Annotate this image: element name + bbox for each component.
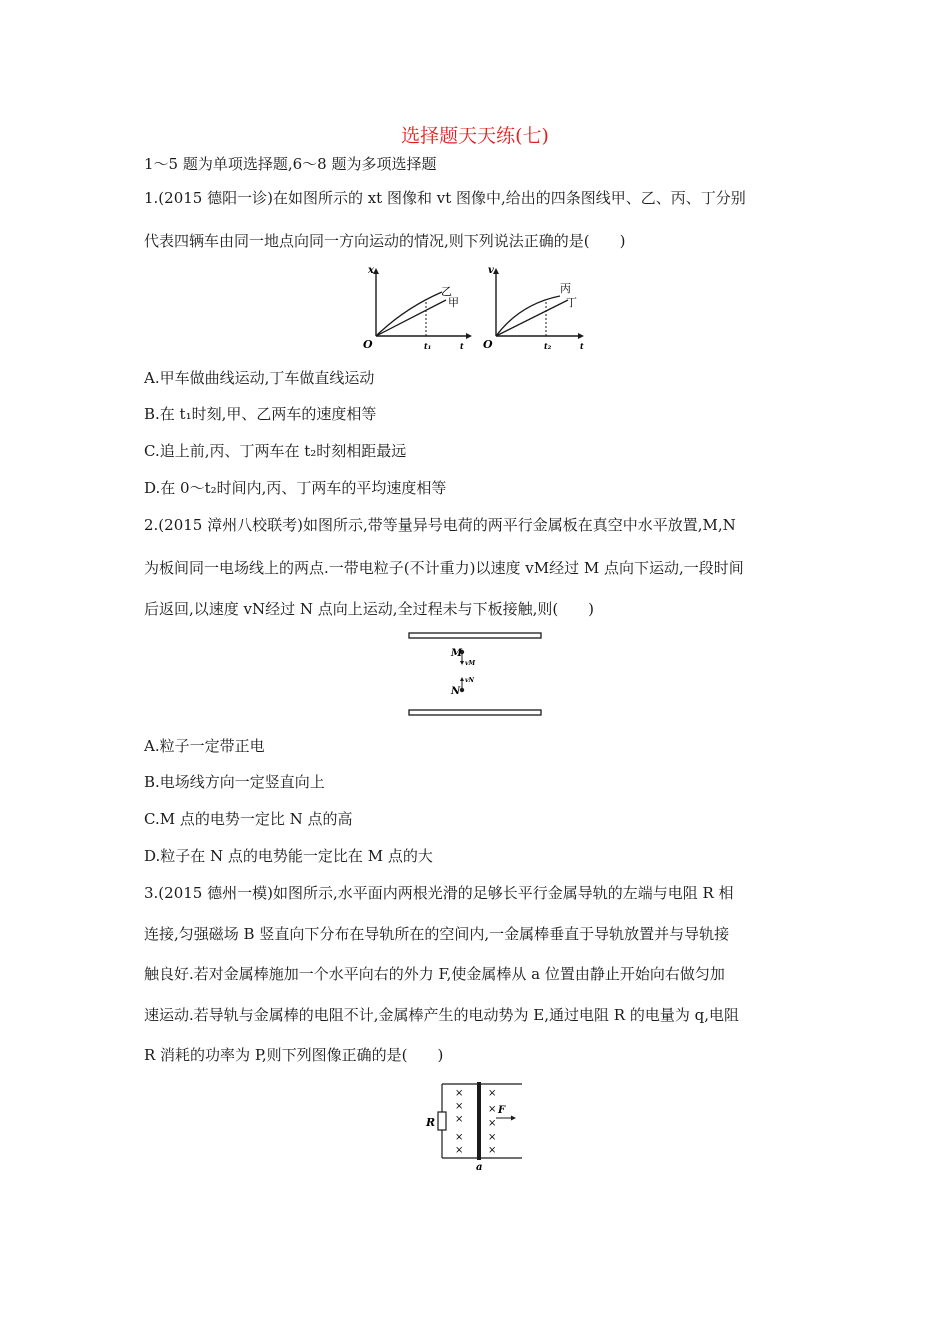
field-mark: ×	[488, 1132, 497, 1143]
resistor	[438, 1112, 446, 1130]
label-jia: 甲	[448, 296, 459, 309]
resistor-label: R	[426, 1116, 436, 1129]
line-jia	[376, 300, 446, 336]
page-title: 选择题天天练(七)	[401, 125, 549, 147]
xt-t1-label: t₁	[424, 341, 432, 351]
xt-y-label: x	[368, 265, 374, 276]
q2-stem-line1: 2.(2015 漳州八校联考)如图所示,带等量异号电荷的两平行金属板在真空中水平放置,M,N	[144, 516, 736, 534]
point-m-label: M	[451, 648, 463, 659]
vn-arrowhead	[460, 677, 464, 681]
label-ding: 丁	[566, 296, 577, 309]
q2-stem-line3: 后返回,以速度 vN经过 N 点向上运动,全过程未与下板接触,则( )	[144, 600, 595, 618]
q3-rail-figure	[422, 1078, 532, 1174]
q1-option-c: C.追上前,丙、丁两车在 t₂时刻相距最远	[144, 442, 407, 460]
q2-capacitor-figure	[405, 630, 545, 720]
q1-option-d: D.在 0～t₂时间内,丙、丁两车的平均速度相等	[144, 479, 447, 497]
q3-stem-line4: 速运动.若导轨与金属棒的电阻不计,金属棒产生的电动势为 E,通过电阻 R 的电量为 q,电阻	[144, 1006, 739, 1024]
vt-t-label: t	[580, 341, 584, 351]
vt-y-arrow	[493, 268, 499, 274]
label-bing: 丙	[560, 282, 571, 295]
curve-yi	[376, 292, 442, 336]
position-a-label: a	[476, 1162, 483, 1173]
lower-plate	[409, 710, 541, 715]
field-mark: ×	[488, 1088, 497, 1099]
vm-arrowhead	[460, 661, 464, 665]
q1-option-b: B.在 t₁时刻,甲、乙两车的速度相等	[144, 405, 377, 423]
field-mark: ×	[455, 1101, 464, 1112]
vt-origin: O	[483, 338, 493, 351]
q1-vt-graph	[480, 262, 592, 352]
field-mark: ×	[455, 1088, 464, 1099]
vm-label: vM	[465, 660, 476, 667]
force-label: F	[498, 1105, 506, 1116]
instructions: 1～5 题为单项选择题,6～8 题为多项选择题	[144, 155, 437, 173]
upper-plate	[409, 633, 541, 638]
q1-option-a: A.甲车做曲线运动,丁车做直线运动	[144, 369, 375, 387]
field-mark: ×	[455, 1114, 464, 1125]
point-n-label: N	[451, 686, 461, 697]
vn-label: vN	[465, 677, 474, 684]
xt-origin: O	[363, 338, 373, 351]
q1-xt-graph	[360, 262, 472, 352]
field-mark: ×	[488, 1118, 497, 1129]
metal-rod	[477, 1082, 481, 1160]
q3-stem-line5: R 消耗的功率为 P,则下列图像正确的是( )	[144, 1046, 444, 1064]
field-mark: ×	[488, 1104, 497, 1115]
label-yi: 乙	[441, 285, 452, 298]
curve-bing	[496, 296, 560, 336]
field-mark: ×	[455, 1132, 464, 1143]
field-mark: ×	[488, 1145, 497, 1156]
q2-option-b: B.电场线方向一定竖直向上	[144, 773, 325, 791]
q1-stem-line2: 代表四辆车由同一地点向同一方向运动的情况,则下列说法正确的是( )	[144, 232, 626, 250]
q2-option-d: D.粒子在 N 点的电势能一定比在 M 点的大	[144, 847, 433, 865]
q3-stem-line3: 触良好.若对金属棒施加一个水平向右的外力 F,使金属棒从 a 位置由静止开始向右做匀加	[144, 965, 725, 983]
q1-stem-line1: 1.(2015 德阳一诊)在如图所示的 xt 图像和 vt 图像中,给出的四条图线甲、乙、丙、丁分别	[144, 189, 746, 207]
q2-stem-line2: 为板间同一电场线上的两点.一带电粒子(不计重力)以速度 vM经过 M 点向下运动,一段时间	[144, 559, 744, 577]
vt-t2-label: t₂	[544, 341, 552, 351]
force-arrowhead	[511, 1116, 516, 1121]
xt-t-label: t	[460, 341, 464, 351]
vt-y-label: v	[488, 265, 494, 276]
q2-option-c: C.M 点的电势一定比 N 点的高	[144, 810, 353, 828]
q3-stem-line1: 3.(2015 德州一模)如图所示,水平面内两根光滑的足够长平行金属导轨的左端与电阻 R 相	[144, 884, 734, 902]
vt-x-arrow	[578, 333, 584, 339]
xt-x-arrow	[466, 333, 472, 339]
q3-stem-line2: 连接,匀强磁场 B 竖直向下分布在导轨所在的空间内,一金属棒垂直于导轨放置并与导轨接	[144, 925, 730, 943]
q2-option-a: A.粒子一定带正电	[144, 737, 265, 755]
field-mark: ×	[455, 1145, 464, 1156]
